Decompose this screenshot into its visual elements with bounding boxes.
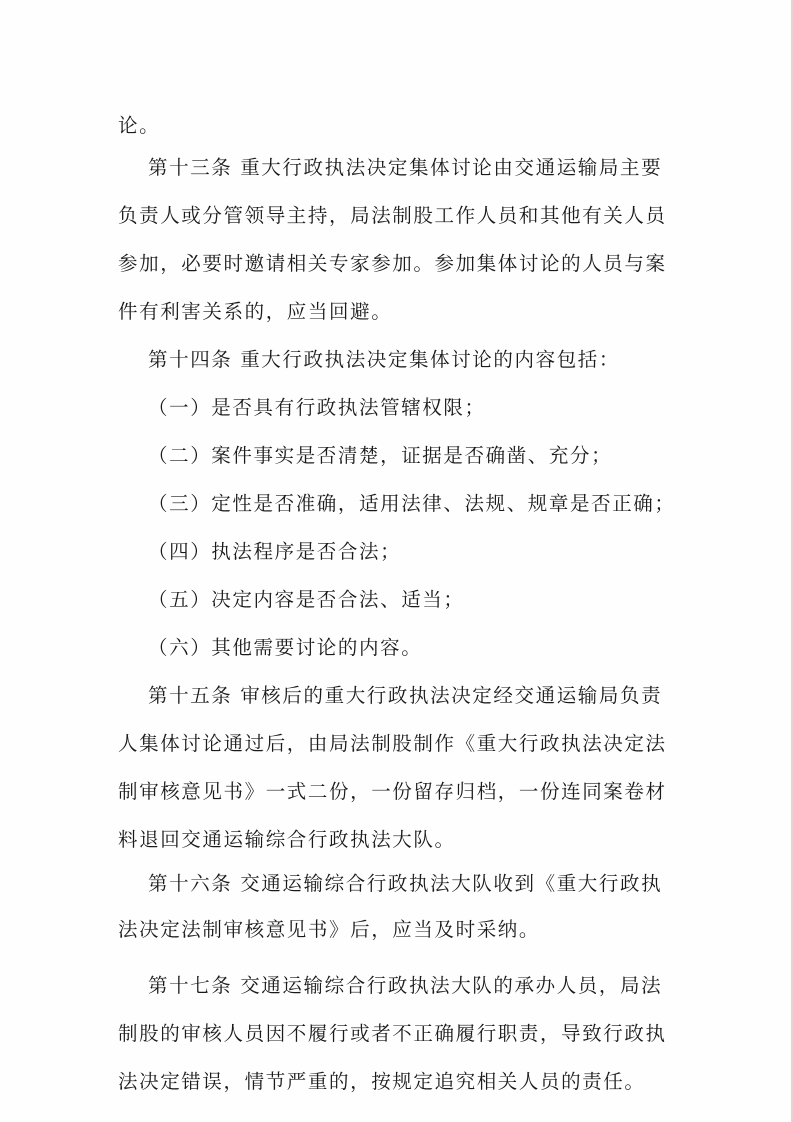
article-13-line-3: 参加，必要时邀请相关专家参加。参加集体讨论的人员与案	[118, 252, 667, 275]
article-17-line-2: 制股的审核人员因不履行或者不正确履行职责，导致行政执	[118, 1022, 667, 1045]
text-line-continuation: 论。	[118, 114, 161, 137]
article-13-line-2: 负责人或分管领导主持，局法制股工作人员和其他有关人员	[118, 204, 667, 227]
article-17-line-3: 法决定错误，情节严重的，按规定追究相关人员的责任。	[118, 1070, 646, 1093]
article-14-item-2: （二）案件事实是否清楚，证据是否确凿、充分；	[148, 444, 613, 467]
article-15-line-2: 人集体讨论通过后，由局法制股制作《重大行政执法决定法	[118, 732, 667, 755]
article-14-line-1: 第十四条 重大行政执法决定集体讨论的内容包括：	[148, 348, 620, 371]
article-16-line-2: 法决定法制审核意见书》后，应当及时采纳。	[118, 918, 541, 941]
article-14-item-4: （四）执法程序是否合法；	[148, 540, 402, 563]
article-16-line-1: 第十六条 交通运输综合行政执法大队收到《重大行政执	[148, 872, 663, 895]
article-15-line-1: 第十五条 审核后的重大行政执法决定经交通运输局负责	[148, 684, 663, 707]
article-14-item-3: （三）定性是否准确，适用法律、法规、规章是否正确；	[148, 492, 676, 515]
article-17-line-1: 第十七条 交通运输综合行政执法大队的承办人员，局法	[148, 974, 663, 997]
article-14-item-6: （六）其他需要讨论的内容。	[148, 636, 423, 659]
article-13-line-4: 件有利害关系的，应当回避。	[118, 300, 393, 323]
article-13-line-1: 第十三条 重大行政执法决定集体讨论由交通运输局主要	[148, 156, 663, 179]
article-15-line-3: 制审核意见书》一式二份，一份留存归档，一份连同案卷材	[118, 780, 667, 803]
article-14-item-5: （五）决定内容是否合法、适当；	[148, 588, 465, 611]
article-15-line-4: 料退回交通运输综合行政执法大队。	[118, 828, 456, 851]
article-14-item-1: （一）是否具有行政执法管辖权限；	[148, 396, 486, 419]
